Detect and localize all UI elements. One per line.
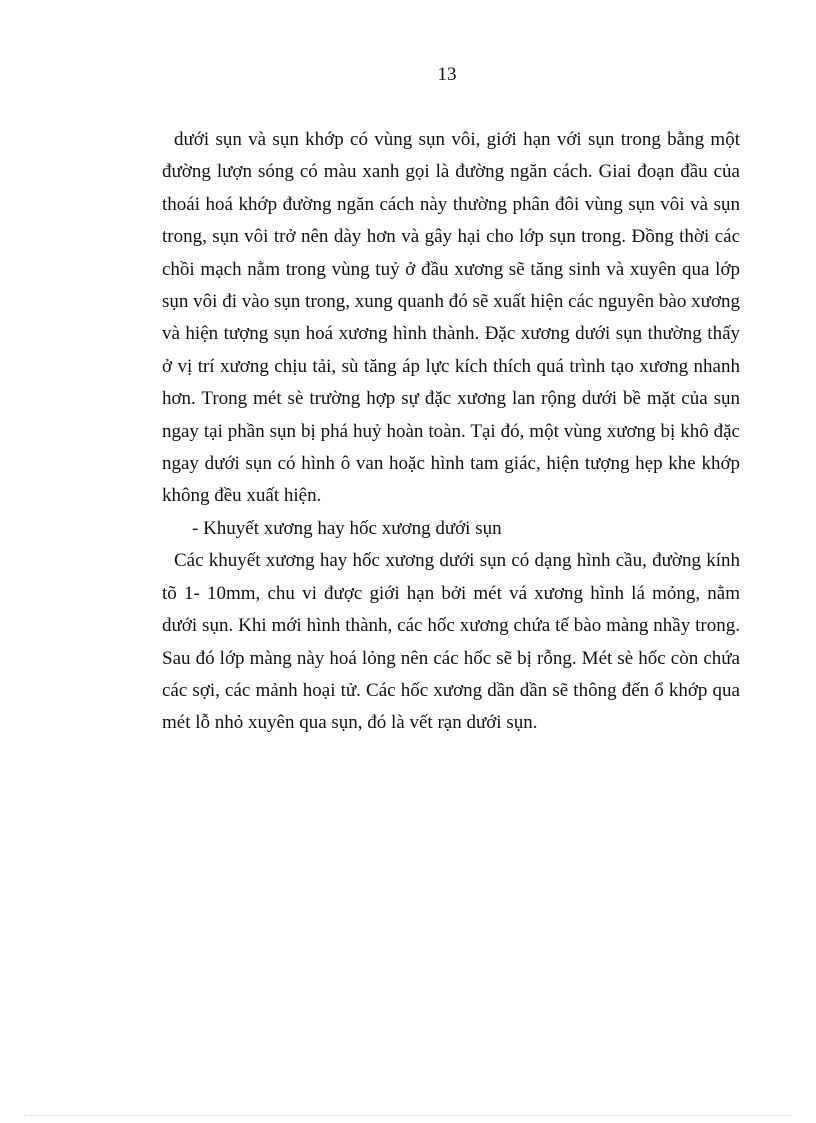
- page-bottom-divider: [24, 1115, 792, 1116]
- page-number: 13: [437, 64, 457, 85]
- paragraph-1: dưới sụn và sụn khớp có vùng sụn vôi, giới hạn với sụn trong bằng một đường lượn sóng có màu xanh gọi là đường ngăn cách. Giai đoạn đầu của thoái hoá khớp đường ngăn cách này thường phân đôi vùng sụn vôi và sụn trong, sụn vôi trở nên dày hơn và gây hại cho lớp sụn trong. Đồng thời các chồi mạch nằm trong vùng tuỷ ở đầu xương sẽ tăng sinh và xuyên qua lớp sụn vôi đi vào sụn trong, xung quanh đó sẽ xuất hiện các nguyên bào xương và hiện tượng sụn hoá xương hình thành. Đặc xương dưới sụn thường thấy ở vị trí xương chịu tải, sù tăng áp lực kích thích quá trình tạo xương nhanh hơn. Trong mét sè trường hợp sự đặc xương lan rộng dưới bề mặt của sụn ngay tại phần sụn bị phá huỷ hoàn toàn. Tại đó, một vùng xương bị khô đặc ngay dưới sụn có hình ô van hoặc hình tam giác, hiện tượng hẹp khe khớp không đều xuất hiện.: [162, 129, 740, 507]
- paragraph-2: Các khuyết xương hay hốc xương dưới sụn có dạng hình cầu, đường kính tõ 1- 10mm, chu vi được giới hạn bởi mét vá xương hình lá mỏng, nằm dưới sụn. Khi mới hình thành, các hốc xương chứa tế bào màng nhầy trong. Sau đó lớp màng này hoá lỏng nên các hốc sẽ bị rỗng. Mét sè hốc còn chứa các sợi, các mảnh hoại tử. Các hốc xương dần dần sẽ thông đến ổ khớp qua mét lỗ nhỏ xuyên qua sụn, đó là vết rạn dưới sụn.: [162, 550, 740, 734]
- document-body: [162, 124, 740, 740]
- section-subheading: - Khuyết xương hay hốc xương dưới sụn: [192, 517, 502, 539]
